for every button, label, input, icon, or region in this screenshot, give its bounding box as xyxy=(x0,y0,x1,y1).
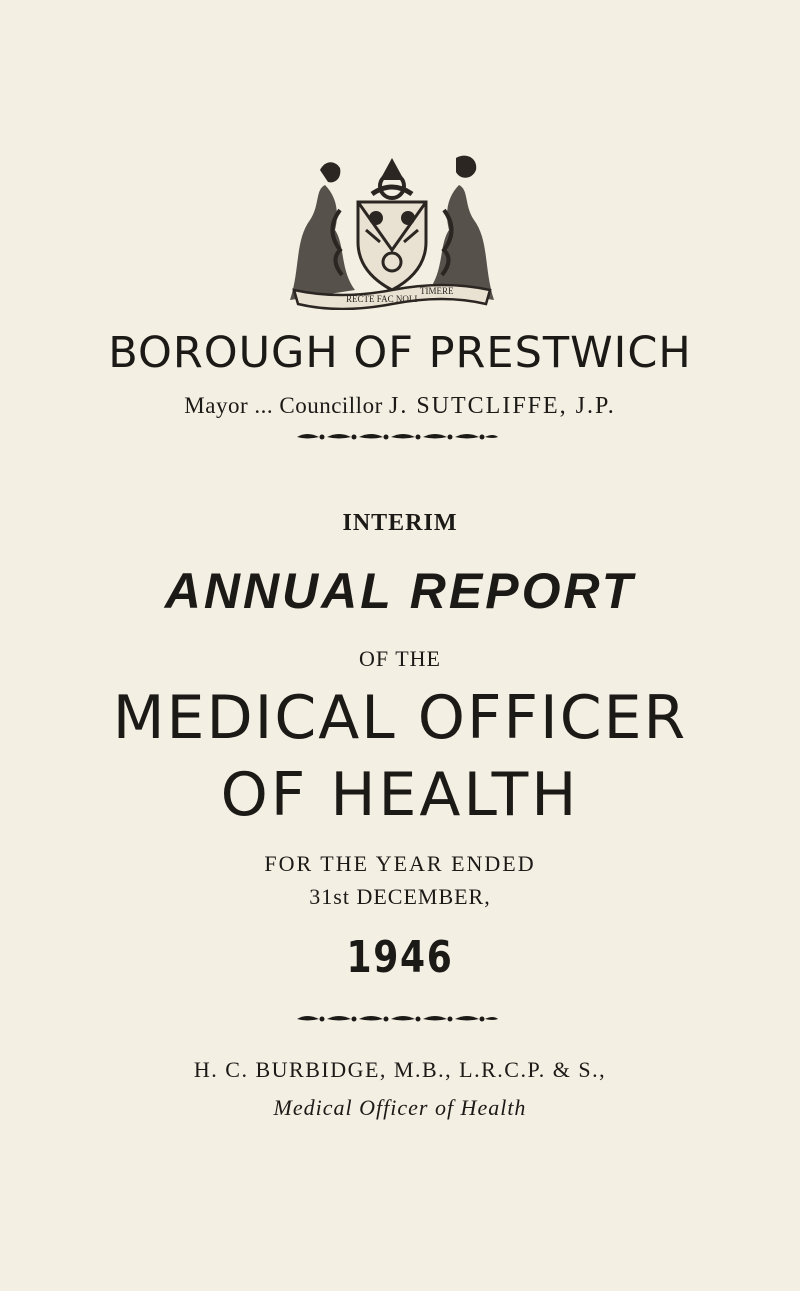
mayor-name: J. SUTCLIFFE, J.P. xyxy=(388,393,616,419)
mayor-prefix: Mayor ... Councillor xyxy=(184,393,389,418)
subject-line-of-health: OF HEALTH xyxy=(220,760,580,830)
ornamental-divider-top xyxy=(295,430,500,444)
crest-motto-left: RECTE FAC NOLI xyxy=(346,294,418,304)
annual-report-title: ANNUAL REPORT xyxy=(164,563,636,619)
subject-line-medical-officer: MEDICAL OFFICER xyxy=(112,683,688,753)
ornamental-divider-bottom xyxy=(295,1012,500,1026)
borough-heading: BOROUGH OF PRESTWICH xyxy=(108,328,692,378)
report-year: 1946 xyxy=(346,932,454,983)
author-name: H. C. BURBIDGE, M.B., L.R.C.P. & S., xyxy=(193,1057,607,1082)
crest-motto-right: TIMERE xyxy=(420,286,454,296)
interim-label: INTERIM xyxy=(342,510,458,536)
author-position: Medical Officer of Health xyxy=(273,1095,527,1120)
mayor-line xyxy=(0,393,800,420)
period-line: FOR THE YEAR ENDED xyxy=(264,851,536,876)
of-the-label: OF THE xyxy=(359,646,441,671)
period-date: 31st DECEMBER, xyxy=(309,884,491,909)
borough-crest-icon xyxy=(280,150,504,310)
